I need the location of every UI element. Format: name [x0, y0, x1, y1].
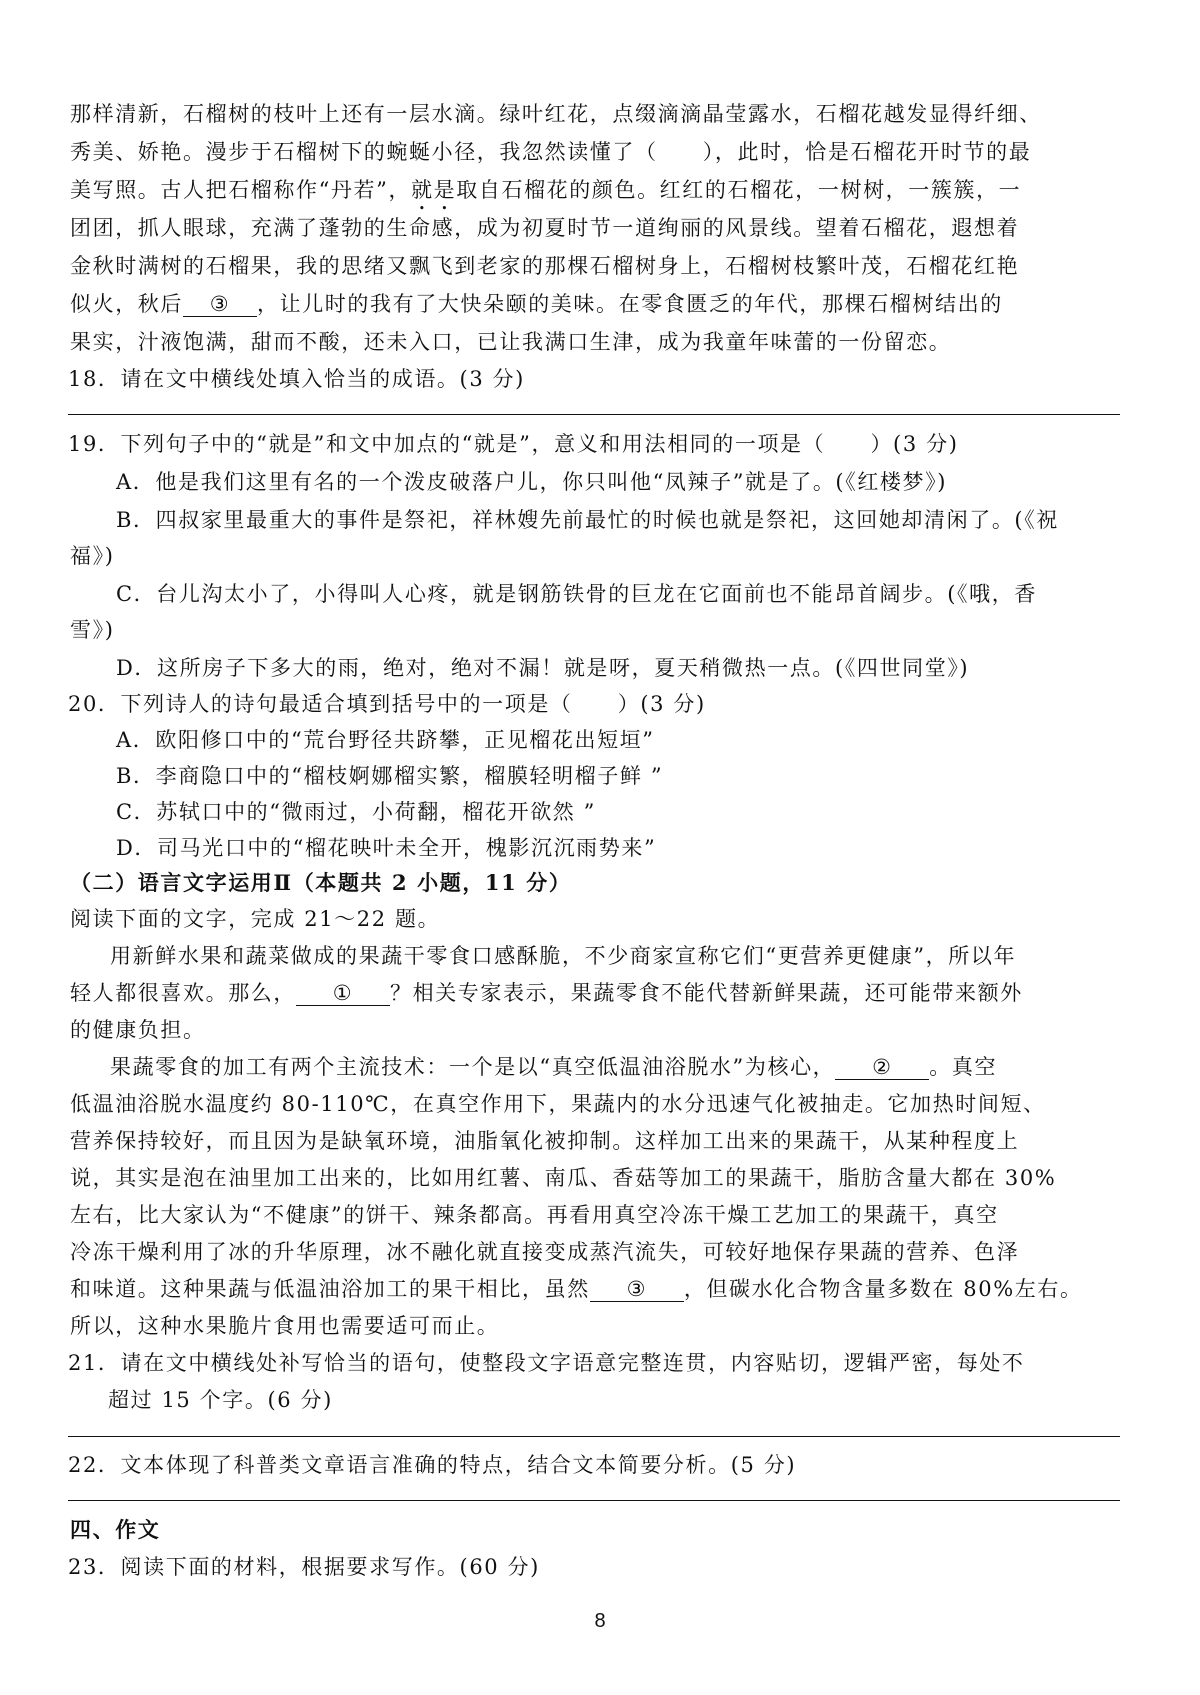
passage-text: 美写照。古人把石榴称作“丹若”，	[70, 178, 412, 202]
question-22: 22．文本体现了科普类文章语言准确的特点，结合文本简要分析。(5 分)	[68, 1453, 797, 1477]
option-d[interactable]: D．司马光口中的“榴花映叶未全开，槐影沉沉雨势来”	[116, 836, 657, 860]
option-d[interactable]: D．这所房子下多大的雨，绝对，绝对不漏！就是呀，夏天稍微热一点。(《四世同堂》)	[116, 656, 970, 680]
option-b-cont: 福》)	[70, 544, 115, 568]
option-c[interactable]: C．台儿沟太小了，小得叫人心疼，就是钢筋铁骨的巨龙在它面前也不能昂首阔步。(《哦，香	[116, 582, 1037, 606]
question-23: 23．阅读下面的材料，根据要求写作。(60 分)	[68, 1555, 540, 1579]
passage-line: 左右，比大家认为“不健康”的饼干、辣条都高。再看用真空冷冻干燥工艺加工的果蔬干，真空	[70, 1203, 999, 1227]
answer-line[interactable]	[68, 1500, 1120, 1501]
passage-line: 果实，汁液饱满，甜而不酸，还未入口，已让我满口生津，成为我童年味蕾的一份留恋。	[70, 330, 952, 354]
passage-text: 果蔬零食的加工有两个主流技术：一个是以“真空低温油浴脱水”为核心，	[110, 1055, 836, 1079]
passage-text: 取自石榴花的颜色。红红的石榴花，一树树，一簇簇，一	[456, 178, 1022, 202]
option-c[interactable]: C．苏轼口中的“微雨过，小荷翻，榴花开欲然 ”	[116, 800, 597, 824]
option-a[interactable]: A．他是我们这里有名的一个泼皮破落户儿，你只叫他“凤辣子”就是了。(《红楼梦》)	[116, 470, 948, 494]
question-21: 21．请在文中横线处补写恰当的语句，使整段文字语意完整连贯，内容贴切，逻辑严密，每处不	[68, 1351, 1025, 1375]
passage-line: 秀美、娇艳。漫步于石榴树下的蜿蜒小径，我忽然读懂了（ ），此时，恰是石榴花开时节的最	[70, 140, 1032, 164]
question-20: 20．下列诗人的诗句最适合填到括号中的一项是（ ）(3 分)	[68, 692, 706, 716]
option-a[interactable]: A．欧阳修口中的“荒台野径共跻攀，正见榴花出短垣”	[116, 728, 655, 752]
fill-blank-2[interactable]: ②	[835, 1056, 929, 1080]
option-b[interactable]: B．李商隐口中的“榴枝婀娜榴实繁，榴膜轻明榴子鲜 ”	[116, 764, 664, 788]
passage-line: 说，其实是泡在油里加工出来的，比如用红薯、南瓜、香菇等加工的果蔬干，脂肪含量大都在 30%	[70, 1166, 1057, 1190]
fill-blank-3[interactable]: ③	[590, 1278, 684, 1302]
passage-line	[70, 174, 1021, 215]
question-21-cont: 超过 15 个字。(6 分)	[108, 1388, 333, 1412]
passage-line: 冷冻干燥利用了冰的升华原理，冰不融化就直接变成蒸汽流失，可较好地保存果蔬的营养、色泽	[70, 1240, 1020, 1264]
dotted-word: 就是	[411, 178, 457, 202]
passage-line: 营养保持较好，而且因为是缺氧环境，油脂氧化被抑制。这样加工出来的果蔬干，从某种程度上	[70, 1129, 1020, 1153]
fill-blank-3[interactable]: ③	[183, 293, 257, 317]
passage-text: 轻人都很喜欢。那么，	[70, 981, 296, 1005]
passage-text: ，让儿时的我有了大快朵颐的美味。在零食匮乏的年代，那棵石榴树结出的	[257, 292, 1003, 316]
passage-line	[70, 1273, 1083, 1303]
passage-line	[70, 977, 1023, 1007]
fill-blank-1[interactable]: ①	[296, 982, 390, 1006]
section-title: （二）语言文字运用Ⅱ（本题共 2 小题，11 分）	[70, 870, 572, 895]
passage-text: 似火，秋后	[70, 292, 183, 316]
passage-text: ，但碳水化合物含量多数在 80%左右。	[683, 1277, 1083, 1301]
question-18: 18．请在文中横线处填入恰当的成语。(3 分)	[68, 367, 525, 391]
passage-line: 金秋时满树的石榴果，我的思绪又飘飞到老家的那棵石榴树身上，石榴树枝繁叶茂，石榴花红艳	[70, 254, 1020, 278]
section-title: 四、作文	[70, 1517, 161, 1542]
passage-text: 和味道。这种果蔬与低温油浴加工的果干相比，虽然	[70, 1277, 590, 1301]
answer-line[interactable]	[68, 1436, 1120, 1437]
passage-line	[110, 1051, 997, 1081]
page-number: 8	[594, 1610, 606, 1632]
passage-line: 用新鲜水果和蔬菜做成的果蔬干零食口感酥脆，不少商家宣称它们“更营养更健康”，所以年	[110, 944, 1017, 968]
passage-line: 所以，这种水果脆片食用也需要适可而止。	[70, 1314, 500, 1338]
passage-text: 。真空	[929, 1055, 998, 1079]
passage-line: 的健康负担。	[70, 1018, 206, 1042]
passage-text: ？相关专家表示，果蔬零食不能代替新鲜果蔬，还可能带来额外	[390, 981, 1023, 1005]
passage-line	[70, 288, 1003, 318]
section-intro: 阅读下面的文字，完成 21～22 题。	[70, 907, 441, 931]
passage-line: 团团，抓人眼球，充满了蓬勃的生命感，成为初夏时节一道绚丽的风景线。望着石榴花，遐想着	[70, 216, 1020, 240]
question-19: 19．下列句子中的“就是”和文中加点的“就是”，意义和用法相同的一项是（ ）(3 分)	[68, 432, 959, 456]
answer-line[interactable]	[68, 414, 1120, 415]
passage-line: 那样清新，石榴树的枝叶上还有一层水滴。绿叶红花，点缀滴滴晶莹露水，石榴花越发显得纤细、	[70, 102, 1042, 126]
option-c-cont: 雪》)	[70, 618, 115, 642]
passage-line: 低温油浴脱水温度约 80-110℃，在真空作用下，果蔬内的水分迅速气化被抽走。它加热时间短、	[70, 1092, 1046, 1116]
option-b[interactable]: B．四叔家里最重大的事件是祭祀，祥林嫂先前最忙的时候也就是祭祀，这回她却清闲了。(《祝	[116, 508, 1059, 532]
